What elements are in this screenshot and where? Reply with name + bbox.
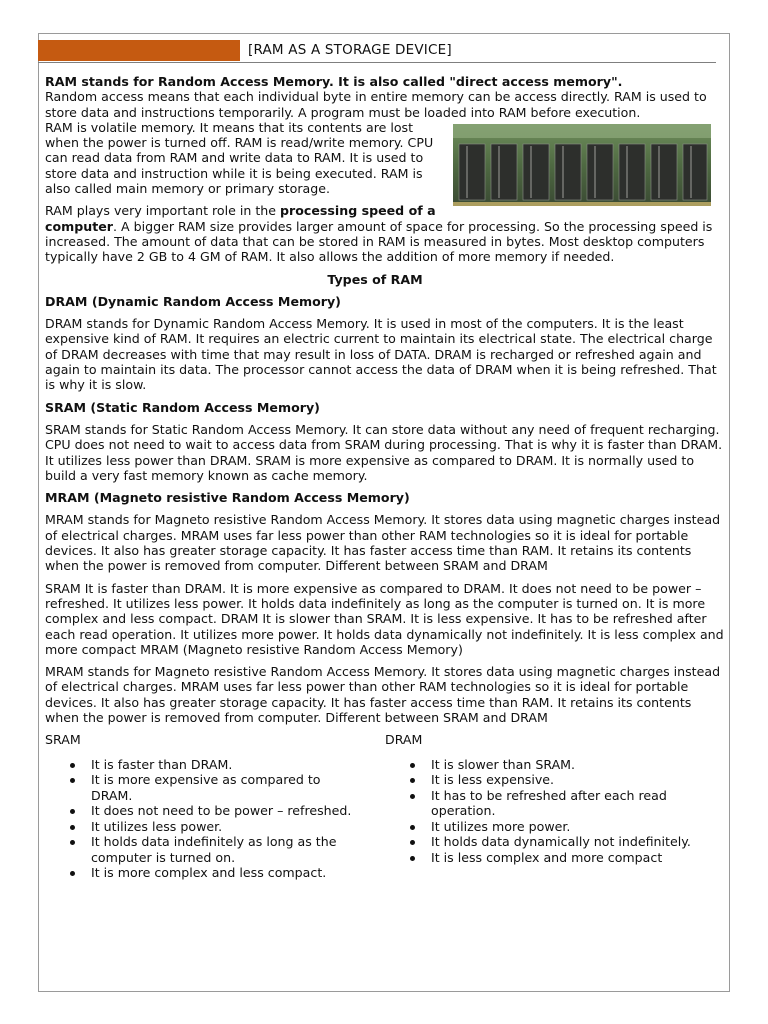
list-item: It is less expensive.	[431, 772, 693, 788]
page-title: [RAM AS A STORAGE DEVICE]	[248, 42, 452, 58]
sram-column-title: SRAM	[45, 732, 81, 748]
document-body	[45, 74, 725, 881]
mram-repeat-paragraph: MRAM stands for Magneto resistive Random Access Memory. It stores data using magnetic charges instead of electrical charges. MRAM uses far less power than other RAM technologies so it is ideal for portable devices. It also has greater storage capacity. It has faster access time than RAM. It retains its contents when the power is removed from computer. Different between SRAM and DRAM	[45, 664, 721, 725]
list-item: It holds data indefinitely as long as the computer is turned on.	[91, 834, 353, 865]
list-item: It is slower than SRAM.	[431, 757, 693, 773]
comparison-paragraph: SRAM It is faster than DRAM. It is more expensive as compared to DRAM. It does not need to be power – refreshed. It utilizes less power. It holds data indefinitely as long as the computer is turned on. It is more complex and less compact. DRAM It is slower than SRAM. It is less expensive. It has to be refreshed after each read operation. It utilizes more power. It holds data dynamically not indefinitely. It is less complex and more compact MRAM (Magneto resistive Random Access Memory)	[45, 580, 724, 657]
comparison-columns	[45, 732, 725, 880]
dram-heading: DRAM (Dynamic Random Access Memory)	[45, 293, 341, 309]
intro-wrap-paragraph: RAM is volatile memory. It means that its contents are lost when the power is turned off. RAM is read/write memory. CPU can read data from RAM and write data to RAM. It is used to store data and instruction while it is being executed. RAM is also called main memory or primary storage.	[45, 119, 434, 197]
dram-list	[385, 757, 725, 866]
sram-list	[45, 757, 385, 881]
header-accent-bar	[38, 40, 240, 61]
sram-paragraph: SRAM stands for Static Random Access Memory. It can store data without any need of frequent recharging. CPU does not need to wait to access data from SRAM during processing. That is why it is faster than DRAM. It utilizes less power than DRAM. SRAM is more expensive as compared to DRAM. It is normally used to build a very fast memory known as cache memory.	[45, 421, 723, 483]
list-item: It is more complex and less compact.	[91, 865, 353, 881]
dram-paragraph: DRAM stands for Dynamic Random Access Memory. It is used in most of the computers. It is the least expensive kind of RAM. It requires an electric current to maintain its electrical state. The electrical charge of DRAM decreases with time that may result in loss of DATA. DRAM is recharged or refreshed again and again to maintain its data. The processor cannot access the data of DRAM when it is being refreshed. That is why it is slow.	[45, 316, 717, 393]
dram-column-title: DRAM	[385, 732, 423, 748]
intro-paragraph	[45, 74, 725, 120]
dram-column	[385, 732, 725, 880]
list-item: It does not need to be power – refreshed.	[91, 803, 352, 819]
list-item: It holds data dynamically not indefinitely.	[431, 834, 693, 850]
intro-lead-bold: RAM stands for Random Access Memory. It is also called "direct access memory".	[45, 74, 623, 89]
list-item: It has to be refreshed after each read operation.	[431, 788, 693, 819]
types-heading: Types of RAM	[327, 271, 423, 287]
mram-heading: MRAM (Magneto resistive Random Access Memory)	[45, 490, 410, 506]
list-item: It utilizes less power.	[91, 819, 353, 835]
mram-paragraph: MRAM stands for Magneto resistive Random Access Memory. It stores data using magnetic charges instead of electrical charges. MRAM uses far less power than other RAM technologies so it is ideal for portable devices. It also has greater storage capacity. It has faster access time than RAM. It retains its contents when the power is removed from computer. Different between SRAM and DRAM	[45, 512, 721, 574]
list-item: It utilizes more power.	[431, 819, 693, 835]
list-item: It is faster than DRAM.	[91, 757, 353, 773]
speed-text-after: . A bigger RAM size provides larger amount of space for processing. So the processing speed is increased. The amount of data that can be stored in RAM is measured in bytes. Most desktop computers typically have 2 GB to 4 GM of RAM. It also allows the addition of more memory if needed.	[45, 218, 713, 265]
speed-text-before: RAM plays very important role in the	[45, 203, 281, 219]
list-item: It is more expensive as compared to DRAM.	[91, 772, 353, 803]
sram-column	[45, 732, 385, 880]
speed-paragraph	[45, 203, 725, 264]
intro-lead-text: Random access means that each individual byte in entire memory can be access directly. RAM is used to store data and instructions temporarily. A program must be loaded into RAM before execution.	[45, 89, 707, 120]
ram-module-image	[453, 124, 711, 206]
header-rule	[38, 62, 716, 63]
sram-heading: SRAM (Static Random Access Memory)	[45, 399, 320, 415]
list-item: It is less complex and more compact	[431, 850, 693, 866]
speed-text-bold: processing speed of a computer	[45, 203, 436, 234]
